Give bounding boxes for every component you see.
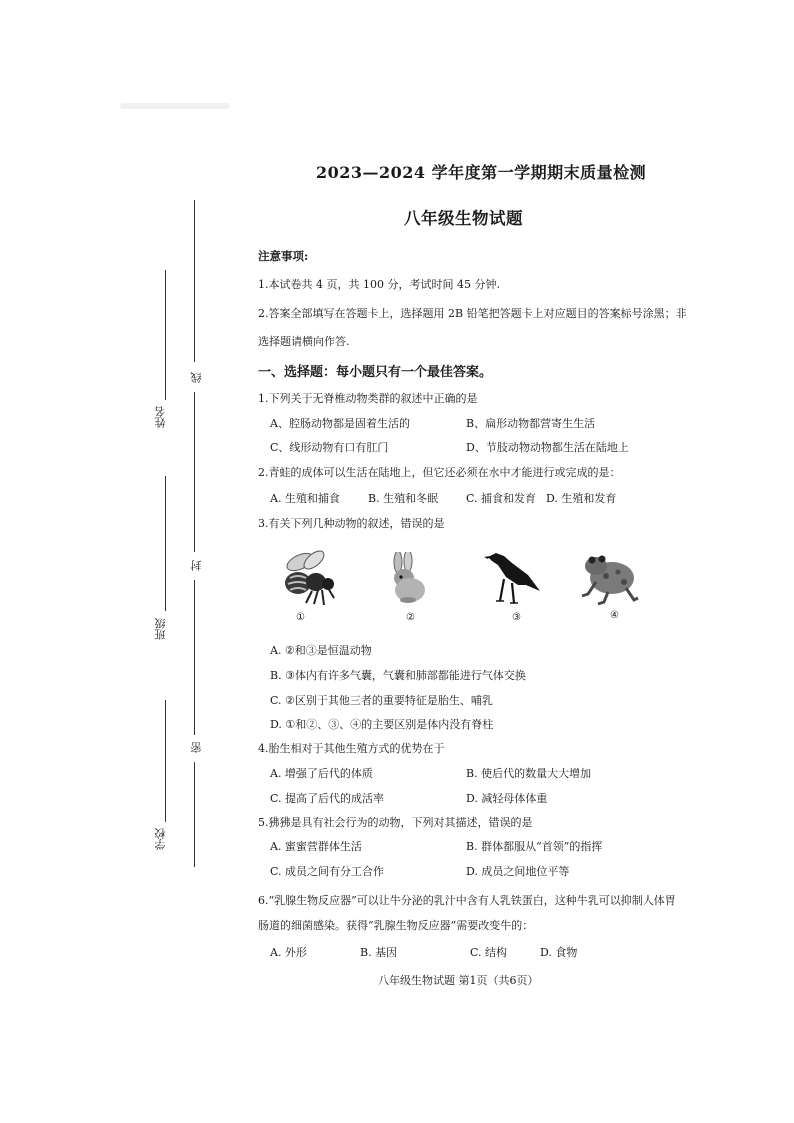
q6-option-c: C. 结构: [470, 946, 508, 959]
q2-option-a: A. 生殖和捕食: [270, 492, 340, 505]
frog-image: [578, 548, 640, 606]
q4-option-d: D. 减轻母体体重: [466, 792, 548, 805]
q4-option-c: C. 提高了后代的成活率: [270, 792, 385, 805]
q3-option-c: C. ②区别于其他三者的重要特征是胎生、哺乳: [270, 694, 493, 707]
q5-option-a: A. 蜜蜜营群体生活: [270, 840, 362, 853]
q1-option-c: C、线形动物有口有肛门: [270, 441, 389, 454]
binding-mark-mi: 密: [190, 742, 203, 753]
page-footer: 八年级生物试题 第1页（共6页）: [378, 974, 539, 987]
scan-smudge: [120, 103, 230, 109]
figure-label-2: ②: [406, 612, 415, 623]
q1-option-b: B、扁形动物都营寄生生活: [466, 417, 596, 430]
notice-line-1: 1.本试卷共 4 页，共 100 分，考试时间 45 分钟.: [258, 278, 500, 291]
section-heading: 一、选择题：每小题只有一个最佳答案。: [258, 365, 493, 380]
binding-line-mid2: [194, 580, 195, 735]
q6-option-a: A. 外形: [270, 946, 307, 959]
q1-option-d: D、节肢动物动物都生活在陆地上: [466, 441, 629, 454]
q6-stem-line-2: 肠道的细菌感染。获得“乳腺生物反应器”需要改变牛的：: [258, 919, 534, 932]
q3-option-d: D. ①和②、③、④的主要区别是体内没有脊柱: [270, 718, 494, 731]
school-blank-line: [165, 700, 166, 822]
binding-line-mid1: [194, 392, 195, 552]
rabbit-image: [384, 552, 430, 604]
notice-line-2a: 2.答案全部填写在答题卡上，选择题用 2B 铅笔把答题卡上对应题目的答案标号涂黑；非: [258, 307, 687, 320]
q4-option-b: B. 使后代的数量大大增加: [466, 767, 592, 780]
q5-option-b: B. 群体都服从“首领”的指挥: [466, 840, 603, 853]
q6-option-d: D. 食物: [540, 946, 578, 959]
figure-label-4: ④: [610, 610, 619, 621]
q3-stem: 3.有关下列几种动物的叙述，错误的是: [258, 517, 445, 530]
q5-option-c: C. 成员之间有分工合作: [270, 865, 385, 878]
q6-stem-line-1: 6.“乳腺生物反应器”可以让牛分泌的乳汁中含有人乳铁蛋白，这种牛乳可以抑制人体胃: [258, 894, 676, 907]
binding-line-bottom: [194, 762, 195, 867]
notice-heading: 注意事项:: [258, 249, 309, 263]
q2-stem: 2.青蛙的成体可以生活在陆地上，但它还必须在水中才能进行或完成的是：: [258, 466, 621, 479]
q4-option-a: A. 增强了后代的体质: [270, 767, 373, 780]
name-blank-line: [165, 270, 166, 400]
figure-label-3: ③: [512, 612, 521, 623]
binding-mark-xian: 线: [190, 372, 203, 383]
q5-option-d: D. 成员之间地位平等: [466, 865, 570, 878]
binding-line-top: [194, 200, 195, 362]
q3-option-b: B. ③体内有许多气囊，气囊和肺部都能进行气体交换: [270, 669, 526, 682]
exam-subtitle: 八年级生物试题: [404, 209, 523, 228]
q2-option-d: D. 生殖和发育: [546, 492, 617, 505]
school-label: 学校: [154, 828, 167, 850]
q2-option-c: C. 捕食和发育: [466, 492, 537, 505]
class-label: 班级: [154, 618, 167, 640]
bee-image: [278, 550, 340, 610]
q4-stem: 4.胎生相对于其他生殖方式的优势在于: [258, 742, 445, 755]
crow-image: [482, 545, 544, 607]
q6-option-b: B. 基因: [360, 946, 398, 959]
exam-title: 2023—2024 学年度第一学期期末质量检测: [316, 163, 647, 182]
class-blank-line: [165, 476, 166, 611]
q3-option-a: A. ②和③是恒温动物: [270, 644, 372, 657]
q1-option-a: A、腔肠动物都是固着生活的: [270, 417, 410, 430]
name-label: 姓名: [154, 406, 167, 428]
figure-label-1: ①: [296, 612, 305, 623]
notice-line-2b: 选择题请横向作答.: [258, 335, 350, 348]
q1-stem: 1.下列关于无脊椎动物类群的叙述中正确的是: [258, 392, 478, 405]
q5-stem: 5.狒狒是具有社会行为的动物，下列对其描述，错误的是: [258, 816, 533, 829]
binding-mark-feng: 封: [190, 560, 203, 571]
q2-option-b: B. 生殖和冬眠: [368, 492, 439, 505]
